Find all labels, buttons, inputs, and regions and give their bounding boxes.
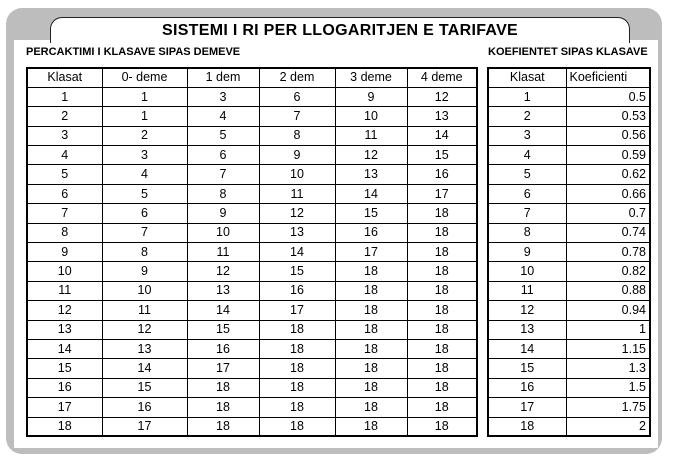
column-header: 3 deme <box>335 68 407 87</box>
table-cell: 14 <box>102 359 187 378</box>
table-cell: 13 <box>488 320 566 339</box>
table-cell: 14 <box>27 339 102 358</box>
table-cell: 10 <box>27 262 102 281</box>
table-cell: 18 <box>259 417 335 436</box>
table-cell: 8 <box>488 223 566 242</box>
table-cell: 5 <box>27 165 102 184</box>
table-cell: 15 <box>102 378 187 397</box>
table-cell: 4 <box>488 146 566 165</box>
table-cell: 9 <box>27 243 102 262</box>
table-cell: 3 <box>27 126 102 145</box>
table-cell: 12 <box>259 204 335 223</box>
table-row <box>27 243 477 262</box>
coefficients-label: KOEFIENTET SIPAS KLASAVE <box>488 46 648 58</box>
table-cell: 12 <box>335 146 407 165</box>
table-cell: 14 <box>259 243 335 262</box>
table-cell: 3 <box>102 146 187 165</box>
table-cell: 0.74 <box>566 223 650 242</box>
table-cell: 18 <box>407 398 477 417</box>
table-cell: 8 <box>187 184 259 203</box>
table-row <box>488 417 650 436</box>
table-cell: 18 <box>335 301 407 320</box>
table-cell: 11 <box>27 281 102 300</box>
table-cell: 4 <box>102 165 187 184</box>
table-cell: 18 <box>407 243 477 262</box>
table-header-row <box>488 68 650 87</box>
table-cell: 14 <box>488 339 566 358</box>
table-cell: 8 <box>259 126 335 145</box>
table-cell: 13 <box>335 165 407 184</box>
table-cell: 2 <box>488 107 566 126</box>
table-row <box>488 378 650 397</box>
table-cell: 13 <box>27 320 102 339</box>
column-header: Koeficienti <box>566 68 650 87</box>
table-row <box>27 223 477 242</box>
table-cell: 0.88 <box>566 281 650 300</box>
table-cell: 12 <box>102 320 187 339</box>
table-row <box>488 339 650 358</box>
table-header-row <box>27 68 477 87</box>
table-cell: 0.56 <box>566 126 650 145</box>
column-header: 2 dem <box>259 68 335 87</box>
table-cell: 0.53 <box>566 107 650 126</box>
column-header: Klasat <box>488 68 566 87</box>
table-row <box>27 301 477 320</box>
table-cell: 7 <box>259 107 335 126</box>
table-cell: 12 <box>407 87 477 106</box>
table-cell: 9 <box>259 146 335 165</box>
table-cell: 10 <box>187 223 259 242</box>
table-cell: 2 <box>27 107 102 126</box>
table-cell: 18 <box>259 339 335 358</box>
table-cell: 18 <box>407 417 477 436</box>
table-row <box>27 359 477 378</box>
table-cell: 18 <box>407 339 477 358</box>
table-cell: 5 <box>102 184 187 203</box>
table-cell: 11 <box>102 301 187 320</box>
table-row <box>27 378 477 397</box>
page-title: SISTEMI I RI PER LLOGARITJEN E TARIFAVE <box>161 21 519 39</box>
table-cell: 17 <box>488 398 566 417</box>
table-cell: 18 <box>407 378 477 397</box>
table-row <box>27 320 477 339</box>
table-row <box>488 204 650 223</box>
table-cell: 16 <box>488 378 566 397</box>
table-cell: 18 <box>407 223 477 242</box>
column-header: 1 dem <box>187 68 259 87</box>
table-cell: 18 <box>335 398 407 417</box>
table-cell: 1.3 <box>566 359 650 378</box>
table-cell: 18 <box>488 417 566 436</box>
table-cell: 15 <box>488 359 566 378</box>
table-cell: 1.15 <box>566 339 650 358</box>
table-row <box>488 107 650 126</box>
table-row <box>488 184 650 203</box>
table-cell: 18 <box>335 339 407 358</box>
table-cell: 10 <box>102 281 187 300</box>
table-row <box>488 126 650 145</box>
table-cell: 16 <box>187 339 259 358</box>
table-cell: 1 <box>566 320 650 339</box>
table-cell: 0.62 <box>566 165 650 184</box>
table-cell: 18 <box>187 417 259 436</box>
table-cell: 18 <box>335 417 407 436</box>
table-cell: 6 <box>259 87 335 106</box>
table-cell: 0.66 <box>566 184 650 203</box>
table-cell: 3 <box>187 87 259 106</box>
table-cell: 5 <box>488 165 566 184</box>
table-cell: 18 <box>407 301 477 320</box>
table-row <box>27 417 477 436</box>
table-row <box>27 398 477 417</box>
classes-by-damages-label: PERCAKTIMI I KLASAVE SIPAS DEMEVE <box>26 46 241 58</box>
table-cell: 6 <box>27 184 102 203</box>
table-cell: 6 <box>187 146 259 165</box>
table-cell: 15 <box>27 359 102 378</box>
table-cell: 1 <box>488 87 566 106</box>
table-cell: 18 <box>335 262 407 281</box>
table-row <box>488 301 650 320</box>
table-cell: 15 <box>407 146 477 165</box>
table-cell: 3 <box>488 126 566 145</box>
table-row <box>488 281 650 300</box>
table-cell: 13 <box>407 107 477 126</box>
column-header: 4 deme <box>407 68 477 87</box>
table-cell: 17 <box>259 301 335 320</box>
table-cell: 16 <box>27 378 102 397</box>
table-cell: 17 <box>102 417 187 436</box>
table-row <box>488 243 650 262</box>
table-cell: 0.78 <box>566 243 650 262</box>
table-cell: 2 <box>102 126 187 145</box>
table-cell: 1 <box>102 107 187 126</box>
table-cell: 13 <box>102 339 187 358</box>
table-row <box>27 87 477 106</box>
table-cell: 18 <box>335 359 407 378</box>
table-cell: 8 <box>27 223 102 242</box>
table-row <box>27 146 477 165</box>
table-cell: 12 <box>187 262 259 281</box>
table-row <box>27 281 477 300</box>
table-cell: 15 <box>187 320 259 339</box>
table-cell: 9 <box>102 262 187 281</box>
table-cell: 11 <box>488 281 566 300</box>
table-row <box>488 223 650 242</box>
table-cell: 7 <box>187 165 259 184</box>
table-row <box>488 359 650 378</box>
table-cell: 0.7 <box>566 204 650 223</box>
table-cell: 18 <box>259 398 335 417</box>
title-tab <box>50 17 630 43</box>
table-cell: 7 <box>27 204 102 223</box>
table-row <box>488 165 650 184</box>
table-cell: 11 <box>335 126 407 145</box>
table-cell: 12 <box>27 301 102 320</box>
table-cell: 18 <box>407 281 477 300</box>
table-row <box>488 87 650 106</box>
table-row <box>27 126 477 145</box>
table-cell: 18 <box>27 417 102 436</box>
table-row <box>27 107 477 126</box>
table-row <box>27 165 477 184</box>
table-row <box>488 262 650 281</box>
coefficients-table <box>487 67 651 437</box>
table-row <box>488 320 650 339</box>
table-row <box>27 204 477 223</box>
table-cell: 18 <box>407 359 477 378</box>
table-cell: 12 <box>488 301 566 320</box>
table-cell: 13 <box>259 223 335 242</box>
table-cell: 8 <box>102 243 187 262</box>
table-row <box>27 184 477 203</box>
table-cell: 18 <box>335 320 407 339</box>
table-row <box>488 398 650 417</box>
table-cell: 0.82 <box>566 262 650 281</box>
table-cell: 9 <box>488 243 566 262</box>
table-cell: 1 <box>27 87 102 106</box>
column-header: Klasat <box>27 68 102 87</box>
table-cell: 11 <box>259 184 335 203</box>
table-cell: 16 <box>335 223 407 242</box>
table-cell: 14 <box>407 126 477 145</box>
table-cell: 17 <box>407 184 477 203</box>
table-cell: 7 <box>488 204 566 223</box>
table-cell: 6 <box>488 184 566 203</box>
table-cell: 13 <box>187 281 259 300</box>
table-cell: 18 <box>335 378 407 397</box>
table-cell: 16 <box>407 165 477 184</box>
table-cell: 1 <box>102 87 187 106</box>
table-cell: 2 <box>566 417 650 436</box>
table-cell: 15 <box>259 262 335 281</box>
table-cell: 9 <box>335 87 407 106</box>
table-row <box>27 339 477 358</box>
table-cell: 18 <box>335 281 407 300</box>
table-cell: 18 <box>407 320 477 339</box>
table-cell: 14 <box>335 184 407 203</box>
table-cell: 10 <box>488 262 566 281</box>
table-cell: 17 <box>187 359 259 378</box>
table-cell: 16 <box>259 281 335 300</box>
table-cell: 4 <box>27 146 102 165</box>
table-cell: 5 <box>187 126 259 145</box>
table-row <box>488 146 650 165</box>
column-header: 0- deme <box>102 68 187 87</box>
table-cell: 18 <box>259 320 335 339</box>
table-cell: 0.94 <box>566 301 650 320</box>
classes-by-damages-table <box>26 67 478 437</box>
table-cell: 18 <box>187 378 259 397</box>
table-cell: 17 <box>27 398 102 417</box>
table-cell: 6 <box>102 204 187 223</box>
table-cell: 10 <box>335 107 407 126</box>
table-cell: 0.59 <box>566 146 650 165</box>
table-cell: 1.5 <box>566 378 650 397</box>
table-cell: 18 <box>259 359 335 378</box>
table-cell: 18 <box>187 398 259 417</box>
table-cell: 9 <box>187 204 259 223</box>
table-cell: 18 <box>407 262 477 281</box>
table-cell: 14 <box>187 301 259 320</box>
table-cell: 1.75 <box>566 398 650 417</box>
table-cell: 15 <box>335 204 407 223</box>
table-cell: 17 <box>335 243 407 262</box>
table-cell: 18 <box>407 204 477 223</box>
table-cell: 16 <box>102 398 187 417</box>
table-cell: 11 <box>187 243 259 262</box>
table-cell: 7 <box>102 223 187 242</box>
table-cell: 4 <box>187 107 259 126</box>
table-cell: 18 <box>259 378 335 397</box>
table-cell: 10 <box>259 165 335 184</box>
table-cell: 0.5 <box>566 87 650 106</box>
table-row <box>27 262 477 281</box>
